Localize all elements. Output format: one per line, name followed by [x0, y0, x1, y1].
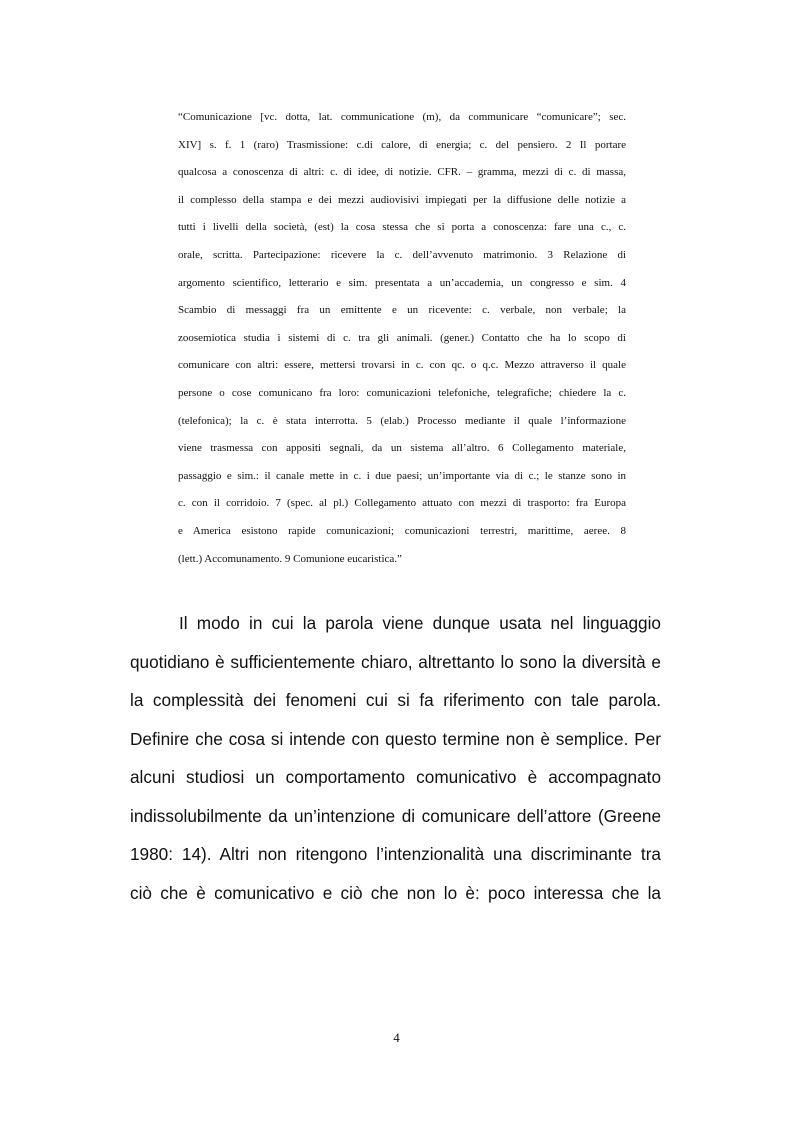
quote-line: tutti i livelli della società, (est) la cosa stessa che si porta a conoscenza: fare una c., c.	[178, 221, 626, 234]
body-line: Definire che cosa si intende con questo termine non è semplice. Per	[130, 728, 661, 749]
body-line: alcuni studiosi un comportamento comunicativo è accompagnato	[130, 767, 661, 787]
page-number: 4	[393, 1030, 400, 1045]
dictionary-quote	[178, 104, 626, 573]
body-line: la complessità dei fenomeni cui si fa riferimento con tale parola.	[130, 690, 661, 710]
quote-line: Scambio di messaggi fra un emittente e un ricevente: c. verbale, non verbale; la	[178, 304, 626, 317]
body-line: ciò che è comunicativo e ciò che non lo è: poco interessa che la	[130, 882, 661, 903]
quote-line: argomento scientifico, letterario e sim. presentata a un’accademia, un congresso e sim. 4	[178, 276, 626, 289]
quote-line: “Comunicazione [vc. dotta, lat. communicatione (m), da communicare “comunicare”; sec.	[178, 111, 626, 123]
quote-line: viene trasmessa con appositi segnali, da un sistema all’altro. 6 Collegamento materiale,	[178, 442, 626, 455]
quote-line: qualcosa a conoscenza di altri: c. di idee, di notizie. CFR. – gramma, mezzi di c. di massa,	[178, 166, 626, 179]
quote-line: il complesso della stampa e dei mezzi audiovisivi impiegati per la diffusione delle notizie a	[178, 193, 626, 206]
quote-line: e America esistono rapide comunicazioni; comunicazioni terrestri, marittime, aeree. 8	[178, 524, 626, 537]
quote-line: zoosemiotica studia i sistemi di c. tra gli animali. (gener.) Contatto che ha lo scopo di	[178, 331, 626, 344]
body-line: 1980: 14). Altri non ritengono l’intenzionalità una discriminante tra	[130, 844, 661, 864]
quote-line: XIV] s. f. 1 (raro) Trasmissione: c.di calore, di energia; c. del pensiero. 2 Il portare	[178, 138, 626, 151]
quote-line: c. con il corridoio. 7 (spec. al pl.) Collegamento attuato con mezzi di trasporto: fra Europa	[178, 497, 626, 510]
body-line: Il modo in cui la parola viene dunque usata nel linguaggio	[179, 613, 661, 633]
quote-line: (lett.) Accomunamento. 9 Comunione eucaristica.”	[178, 552, 402, 565]
quote-line: (telefonica); la c. è stata interrotta. 5 (elab.) Processo mediante il quale l’informazione	[178, 414, 626, 427]
quote-line: persone o cose comunicano fra loro: comunicazioni telefoniche, telegrafiche; chiedere la c.	[178, 386, 626, 399]
body-line: indissolubilmente da un’intenzione di comunicare dell’attore (Greene	[130, 805, 661, 826]
quote-line: comunicare con altri: essere, mettersi trovarsi in c. con qc. o q.c. Mezzo attraverso il quale	[178, 359, 626, 372]
body-line: quotidiano è sufficientemente chiaro, altrettanto lo sono la diversità e	[130, 651, 661, 672]
quote-line: orale, scritta. Partecipazione: ricevere la c. dell’avvenuto matrimonio. 3 Relazione di	[178, 248, 626, 261]
body-paragraph	[130, 604, 661, 912]
quote-line: passaggio e sim.: il canale mette in c. i due paesi; un’importante via di c.; le stanze sono in	[178, 469, 626, 482]
